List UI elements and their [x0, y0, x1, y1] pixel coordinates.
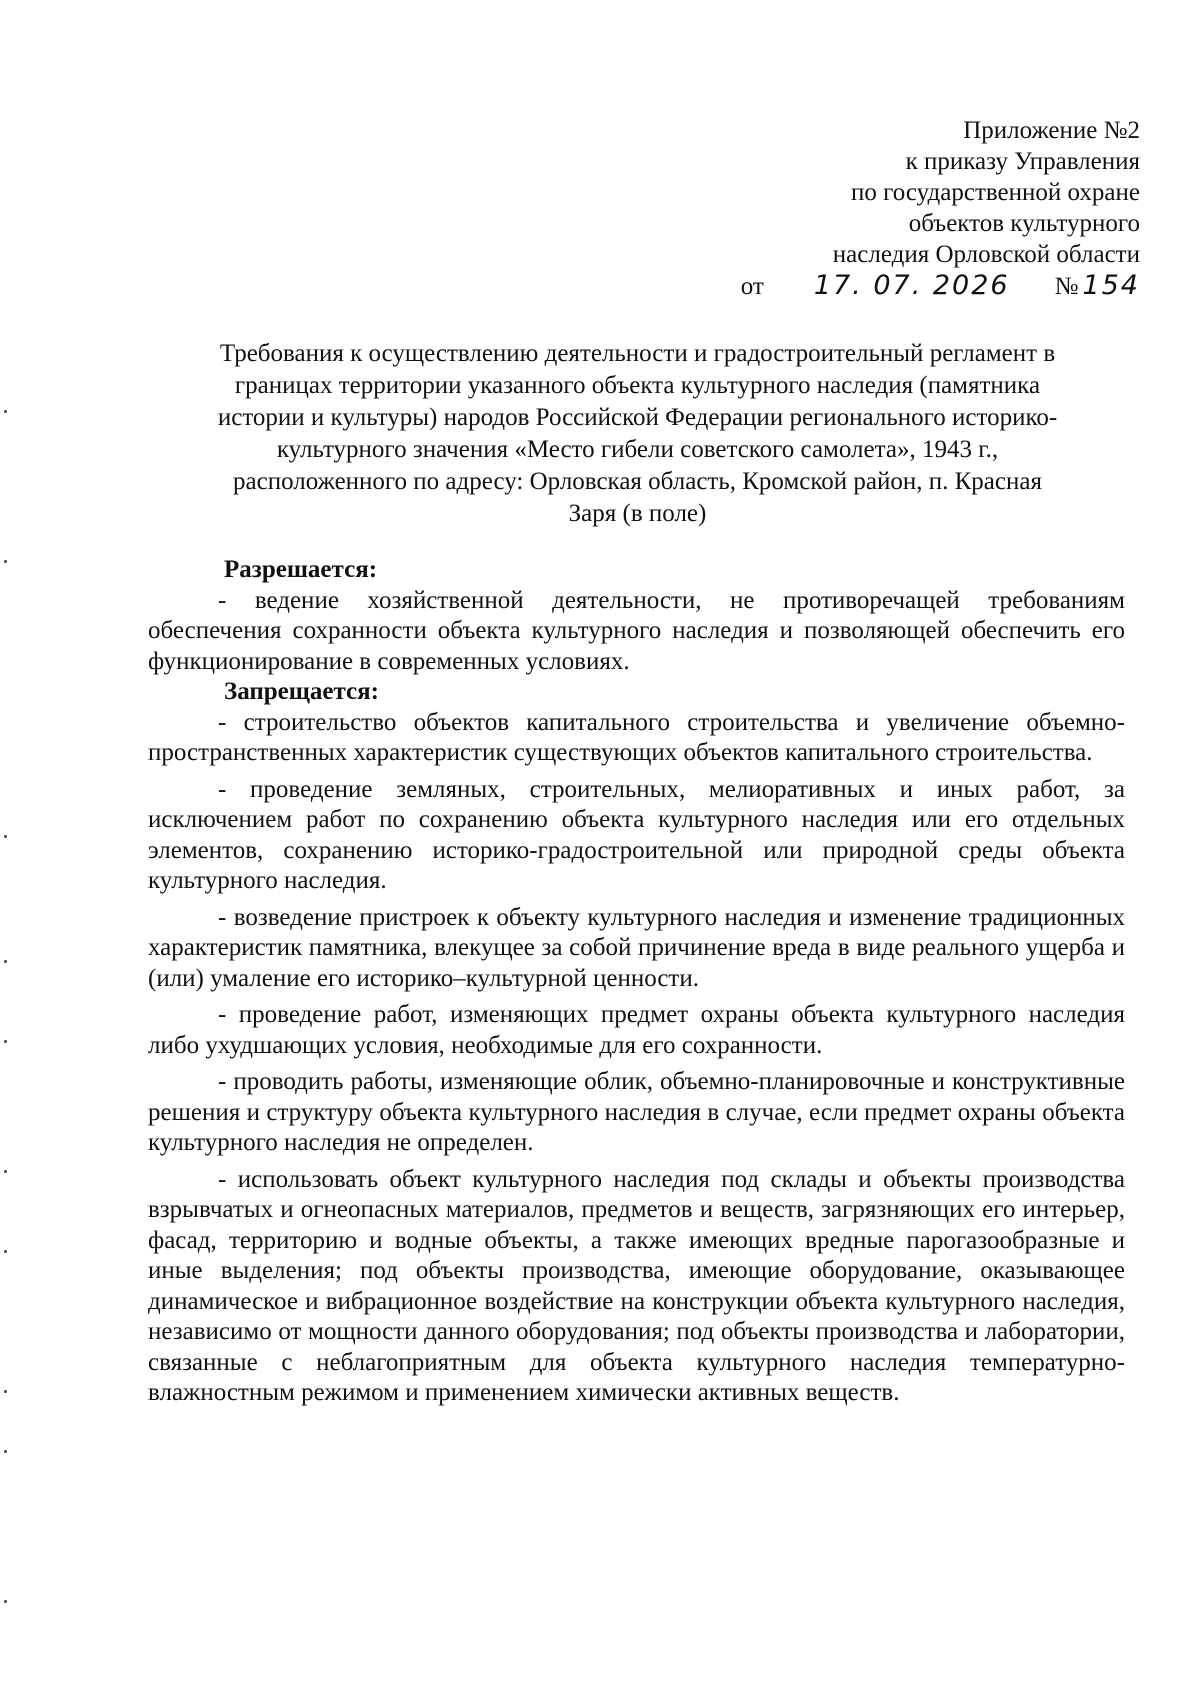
allowed-heading: Разрешается: [224, 556, 378, 583]
prohibited-item: - строительство объектов капитального строительства и увеличение объемно-пространственных характеристик существующих объектов капитального строительства. [148, 708, 1125, 766]
title-line: границах территории указанного объекта культурного наследия (памятника [234, 372, 1041, 399]
document-title [150, 338, 1125, 530]
document-body [148, 555, 1125, 1409]
date-prefix: от [740, 273, 764, 300]
prohibited-item: - использовать объект культурного наследия под склады и объекты производства взрывчатых и огнеопасных материалов, предметов и веществ, загрязняющих его интерьер, фасад, территорию и водные объекты, а также имеющих вредные парогазообразные и иные выделения; под объекты производства, имеющие оборудование, оказывающее динамическое и вибрационное воздействие на конструкции объекта культурного наследия, независимо от мощности данного оборудования; под объекты производства и лаборатории, связанные с неблагоприятным для объекта культурного наследия температурно-влажностным режимом и применением химически активных веществ. [148, 1165, 1125, 1406]
allowed-item: - ведение хозяйственной деятельности, не противоречащей требованиям обеспечения сохранности объекта культурного наследия и позволяющей обеспечить его функционирование в современных условиях. [148, 586, 1125, 675]
prohibited-item: - проведение земляных, строительных, мелиоративных и иных работ, за исключением работ по сохранению объекта культурного наследия или его отдельных элементов, сохранению историко-градостроительной или природной среды объекта культурного наследия. [148, 775, 1125, 894]
number-label: № [1054, 273, 1079, 300]
prohibited-item: - возведение пристроек к объекту культурного наследия и изменение традиционных характеристик памятника, влекущее за собой причинение вреда в виде реального ущерба и (или) умаление его историко–культурной ценности. [148, 903, 1125, 992]
title-line: истории и культуры) народов Российской Федерации регионального историко- [217, 404, 1058, 431]
title-line: Требования к осуществлению деятельности и градостроительный регламент в [219, 340, 1056, 367]
header-line: Приложение №2 [963, 117, 1140, 144]
prohibited-item: - проводить работы, изменяющие облик, объемно-планировочные и конструктивные решения и структуру объекта культурного наследия в случае, если предмет охраны объекта культурного наследия не определен. [148, 1068, 1125, 1156]
appendix-header [741, 115, 1140, 302]
header-line: объектов культурного [908, 210, 1140, 237]
handwritten-number: 154 [1082, 270, 1140, 301]
header-line: по государственной охране [850, 179, 1140, 206]
title-line: Заря (в поле) [568, 500, 707, 527]
prohibited-item: - проведение работ, изменяющих предмет охраны объекта культурного наследия либо ухудшающих условия, необходимые для его сохранности. [148, 1001, 1125, 1059]
header-line: к приказу Управления [905, 148, 1140, 175]
order-date-line [741, 270, 1140, 302]
title-line: расположенного по адресу: Орловская область, Кромской район, п. Красная [233, 468, 1042, 495]
header-line: наследия Орловской области [832, 241, 1140, 268]
handwritten-date: 17. 07. 2026 [813, 270, 1010, 301]
title-line: культурного значения «Место гибели советского самолета», 1943 г., [276, 436, 999, 463]
prohibited-heading: Запрещается: [224, 678, 380, 705]
